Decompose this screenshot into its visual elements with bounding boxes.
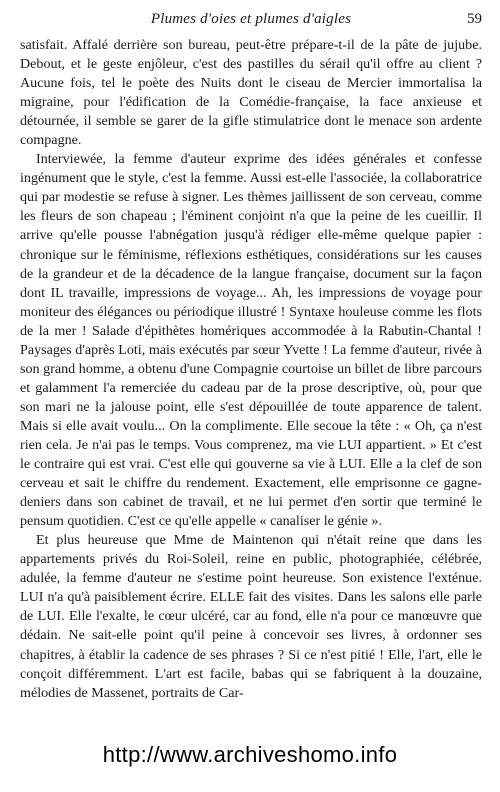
body-text xyxy=(20,36,482,703)
paragraph-interviewee: Interviewée, la femme d'auteur exprime des idées générales et confesse ingénument que le style, c'est la femme. Aussi est-elle l'associée, la collaboratrice qui par modestie se refuse à signer. Les thèmes jaillissent de son cerveau, comme les fleurs de son chapeau ; l'éminent conjoint n'a que la peine de les cueillir. Il arrive qu'elle pousse l'abnégation jusqu'à rédiger elle-même quelque papier : chronique sur le féminisme, réflexions esthétiques, considérations sur les causes de la grandeur et de la décadence de la langue française, document sur la façon dont IL travaille, impressions de voyage... Ah, les impressions de voyage pour moniteur des élégances ou périodique illustré ! Syntaxe houleuse comme les flots de la mer ! Salade d'épithètes homériques accommodée à la Rabutin-Chantal ! Paysages d'après Loti, mais exécutés par sœur Yvette ! La femme d'auteur, rivée à son grand homme, a obtenu d'une Compagnie courtoise un billet de libre parcours et galamment l'a remerciée du cadeau par de la prose descriptive, où, pour que son mari ne la jalouse point, elle s'est dépouillée de toute apparence de talent. Mais si elle avait voulu... On la complimente. Elle secoue la tête : « Oh, ça n'est rien cela. Je n'ai pas le temps. Vous comprenez, ma vie LUI appartient. » Et c'est le contraire qui est vrai. C'est elle qui gouverne sa vie à LUI. Elle a la clef de son cerveau et sait le chiffre du rendement. Exactement, elle emprisonne ce gagne-deniers dans son cabinet de travail, et ne lui permet d'en sortir que terminé le pensum quotidien. C'est ce qu'elle appelle « canaliser le génie ». xyxy=(20,151,482,530)
page-number: 59 xyxy=(467,11,482,27)
running-title: Plumes d'oies et plumes d'aigles xyxy=(150,11,352,27)
paragraph-maintenon: Et plus heureuse que Mme de Maintenon qui n'était reine que dans les appartements privés du Roi-Soleil, reine en public, photographiée, célébrée, adulée, la femme d'auteur ne s'estime point heureuse. Son existence l'exténue. LUI n'a qu'à paisiblement écrire. ELLE fait des visites. Dans les salons elle parle de LUI. Elle l'exalte, le cœur ulcéré, car au fond, elle n'a pour ce manœuvre que dédain. Ne sait-elle point qu'il peine à concevoir ses livres, à ordonner ses chapitres, à établir la cadence de ses phrases ? Si ce n'est pitié ! Elle, l'art, elle le conçoit différemment. L'art est facile, babas qui se fabriquent à la douzaine, mélodies de Massenet, portraits de Car- xyxy=(20,532,482,701)
source-url-footer: http://www.archiveshomo.info xyxy=(102,742,398,767)
paragraph-continued: satisfait. Affalé derrière son bureau, peut-être prépare-t-il de la pâte de jujube. Debout, et le geste enjôleur, c'est des pastilles du sérail qu'il offre au client ? Aucune fois, tel le poète des Nuits dont le ciseau de Mercier immortalisa la migraine, pour l'édification de la Comédie-française, la face anxieuse et détournée, il semble se garer de la gifle stimulatrice dont le menace son ardente compagne. xyxy=(20,37,482,149)
running-header xyxy=(20,10,482,28)
